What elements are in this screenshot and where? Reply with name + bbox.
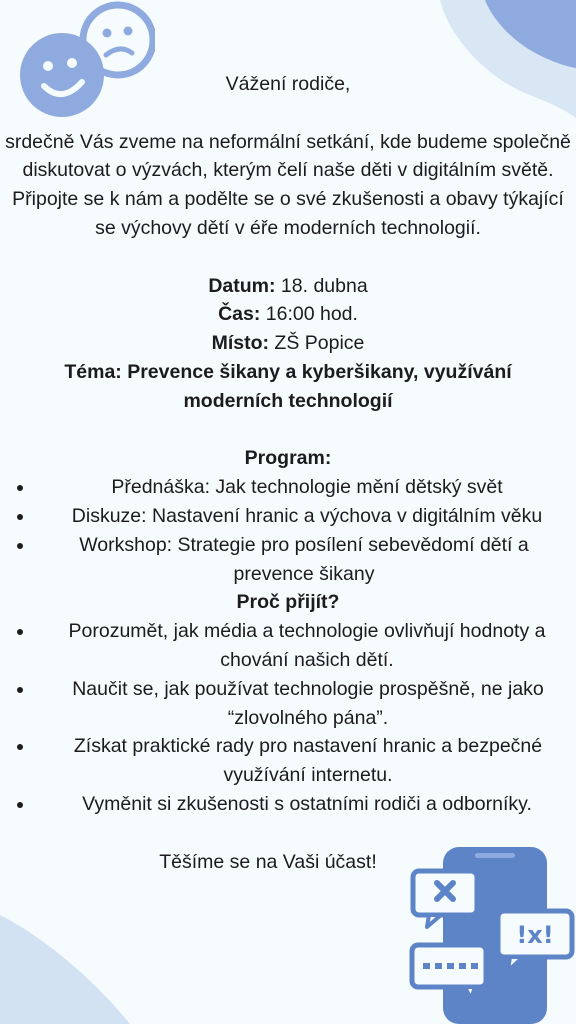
why-heading: Proč přijít? <box>236 591 340 614</box>
list-item: Diskuze: Nastavení hranic a výchova v digitálním věku <box>0 502 576 531</box>
time-line <box>0 300 576 329</box>
intro-paragraph: srdečně Vás zveme na neformální setkání, kde budeme společně diskutovat o výzvách, kterým čelí naše děti v digitálním světě. Připojte se k nám a podělte se o své zkušenosti a obavy týkající se výchovy dětí v éře moderních technologií. <box>5 130 571 239</box>
closing-line: Těšíme se na Vaši účast! <box>159 850 377 873</box>
list-item: Získat praktické rady pro nastavení hranic a bezpečné využívání internetu. <box>0 732 576 790</box>
phone-chat-bubbles-icon <box>405 845 576 1024</box>
why-list <box>0 617 576 819</box>
program-heading: Program: <box>244 447 332 470</box>
greeting: Vážení rodiče, <box>225 73 351 95</box>
list-item: Vyměnit si zkušenosti s ostatními rodiči a odborníky. <box>0 790 576 819</box>
time-label: Čas: <box>218 303 261 326</box>
date-line <box>0 272 576 301</box>
topic-line: Téma: Prevence šikany a kyberšikany, využívání moderních technologií <box>64 360 512 412</box>
place-value: ZŠ Popice <box>269 332 365 355</box>
svg-text:!x!: !x! <box>516 921 554 949</box>
program-list <box>0 473 576 588</box>
date-value: 18. dubna <box>275 274 368 297</box>
place-line <box>0 329 576 358</box>
list-item: Porozumět, jak média a technologie ovlivňují hodnoty a chování našich dětí. <box>0 617 576 675</box>
time-value: 16:00 hod. <box>260 303 358 326</box>
place-label: Místo: <box>211 332 269 355</box>
list-item: Workshop: Strategie pro posílení sebevědomí dětí a prevence šikany <box>0 531 576 589</box>
list-item: Přednáška: Jak technologie mění dětský svět <box>0 473 576 502</box>
date-label: Datum: <box>208 274 276 297</box>
invitation-text <box>0 70 576 876</box>
list-item: Naučit se, jak používat technologie prospěšně, ne jako “zlovolného pána”. <box>0 675 576 733</box>
